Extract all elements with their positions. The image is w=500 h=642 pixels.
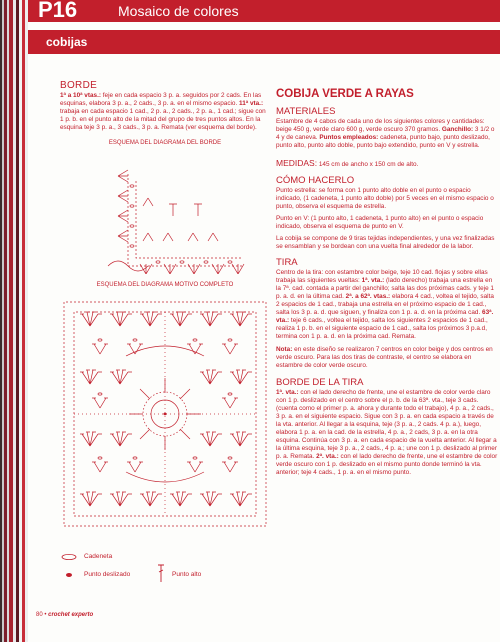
magazine-page [28, 0, 500, 642]
medidas-label: MEDIDAS: [276, 158, 318, 168]
borde-tira-label-2: 2ª. vta.: [316, 453, 339, 460]
nota-text [276, 346, 498, 370]
borde-tira-text-2: con el lado derecho de frente, une el estambre de color verde oscuro con 1 p. deslizado en el mismo punto donde terminó la vta. anterior; teje 4 cads., 1 p. a. en el mismo punto. [276, 453, 498, 476]
tira-text-1: Centro de la tira: con estambre color beige, teje 10 cad. flojas y sobre ellas trabaja las siguientes vueltas: [276, 269, 488, 284]
border-diagram [98, 166, 248, 274]
footer-page-number: 80 [36, 612, 43, 618]
como-text-3: La cobija se compone de 9 tiras tejidas independientes, y una vez finalizadas se ensamblan y se bordean con una vuelta final alrededor de la labor. [276, 235, 495, 250]
legend-punto-alto: Punto alto [172, 571, 202, 578]
borde-tira-text-1: con el lado derecho de frente, une el estambre de color verde claro con 1 p. deslizado en el centro sobre el p. b. de la 63ª. vta., teje 3 cads. (cuenta como el primer p. a. ahora y durante todo el trabajo), 4 p. a., 2 cads., 3 p. a. en el siguiente espacio. Sigue con 3 p. a. en cada espacio a través de la vta. anterior. Al llegar a la esquina, teje (3 p. a., 2 cads. 4 p. a.), luego, elabora 1 p. a. en la cad. de la estrella, 4 p. a., 2 cads, 3 p. a. en la otra esquina. Continúa con 3 p. a. en cada espacio de la vuelta anterior. Al llegar a la última esquina, teje 3 p. a., 2 cads., 4 p. a.; une con 1 p. deslizado al primer p. a. Remata. [276, 389, 497, 460]
materiales-text-3: cadeneta, punto bajo, punto deslizado, punto alto, punto alto doble, punto bajo extendido, punto en V y estrella. [276, 134, 490, 149]
tira-heading: TIRA [276, 257, 298, 268]
header-bar [28, 0, 500, 22]
left-column [60, 80, 270, 146]
materiales-heading: MATERIALES [276, 106, 336, 117]
tira-label-3: 63ª. vta.: [276, 309, 494, 324]
motivo-diagram-caption: ESQUEMA DEL DIAGRAMA MOTIVO COMPLETO [96, 282, 234, 288]
article-title: COBIJA VERDE A RAYAS [276, 88, 414, 100]
legend-punto-deslizado: Punto deslizado [84, 571, 131, 578]
como-text-1: Punto estrella: se forma con 1 punto alto doble en el punto o espacio indicado, (1 cadeneta, 1 punto alto doble) por 5 veces en el mismo espacio o punto, observa el esquema de estrella. [276, 187, 494, 210]
borde-diagram-caption: ESQUEMA DEL DIAGRAMA DEL BORDE [108, 140, 222, 146]
legend-cadeneta: Cadeneta [84, 553, 113, 560]
puntos-label: Puntos empleados: [319, 134, 379, 141]
borde-instructions [60, 92, 270, 132]
borde-heading: BORDE [60, 80, 98, 91]
tira-text-4: teje 6 cads., voltea el tejido, salta los siguientes 2 espacios de 1 cad., realiza 1 p. b. en el siguiente espacio de 1 cad., salta los próximos 3 p.a.d, termina con 1 p. a. d. en la próxima cad. Remata. [276, 317, 488, 340]
como-hacerlo-heading: CÓMO HACERLO [276, 175, 355, 186]
materiales-text-2: 3 1/2 o 4 y de caneva. [276, 126, 495, 141]
right-column [276, 88, 498, 477]
tira-label-2: 2ª. a 62ª. vtas.: [345, 293, 391, 300]
section-tab [28, 30, 500, 54]
borde-rows-text: feje en cada espacio 3 p. a. seguidos por 2 cads. En las esquinas, elabora 3 p. a., 2 cads., 3 p. a. en el mismo espacio. [60, 92, 262, 107]
borde-row11-text: trabaja en cada espacio 1 cad., 2 p. a., 2 cads., 2 p. a., 1 cad.; sigue con 1 p. b. en el punto alto de la mitad del grupo de tres puntos altos. En la esquina teje 3 p. a., 3 cads., 3 p. a. Remata (ver esquema del borde). [60, 108, 266, 131]
footer-brand: crochet experto [48, 612, 94, 618]
diagram-legend [60, 545, 270, 585]
como-text-2: Punto en V: (1 punto alto, 1 cadeneta, 1 punto alto) en el punto o espacio indicado, observa el esquema de punto en V. [276, 215, 484, 230]
borde-tira-label-1: 1ª. vta.: [276, 389, 299, 396]
tira-text-3: elabora 4 cad., voltea el tejido, salta 2 espacios de 1 cad., trabaja una estrella en el próximo espacio de 1 cad., salta los 3 p. a. d. que siguen, y finaliza con 1 p. a. d. en la próxima cad. [276, 293, 494, 316]
nota-value: en este diseño se realizaron 7 centros en color beige y dos centros en verde oscuro. Para las dos tiras de contraste, el centro se elabora en estambre de color verde oscuro. [276, 346, 493, 369]
tira-text-2: (lado derecho) trabaja una estrella en la 7ª. cad. contada a partir del ganchillo; salta las dos próximas cads. y teje 1 p. a. d. en la última cad. [276, 277, 494, 300]
punto-deslizado-icon [64, 571, 74, 579]
borde-rows-label: 1ª a 10ª vtas.: [60, 92, 101, 99]
motif-diagram [60, 296, 270, 532]
ganchillo-label: Ganchillo: [441, 126, 474, 133]
page-number: P16 [38, 0, 78, 22]
borde-tira-text [276, 389, 498, 477]
cadeneta-icon [60, 553, 78, 561]
materiales-text [276, 118, 498, 150]
medidas-text [276, 159, 498, 169]
header-notch [108, 22, 128, 30]
nota-label: Nota: [276, 346, 293, 353]
section-tab-label: cobijas [46, 35, 88, 49]
borde-tira-heading: BORDE DE LA TIRA [276, 377, 364, 388]
borde-row11-label: 11ª vta.: [239, 100, 264, 107]
medidas-value: 145 cm de ancho x 150 cm de alto. [317, 161, 419, 168]
page-footer: 80 • crochet experto [36, 612, 94, 618]
tira-label-1: 1ª. vta.: [361, 277, 385, 284]
page-title: Mosaico de colores [118, 3, 239, 19]
punto-alto-icon [156, 563, 166, 583]
magazine-spine-edge [0, 0, 28, 642]
materiales-text-1: Estambre de 4 cabos de cada uno de los siguientes colores y cantidades: beige 450 g, verde claro 600 g, verde oscuro 370 gramos. [276, 118, 485, 133]
tira-text [276, 269, 498, 341]
